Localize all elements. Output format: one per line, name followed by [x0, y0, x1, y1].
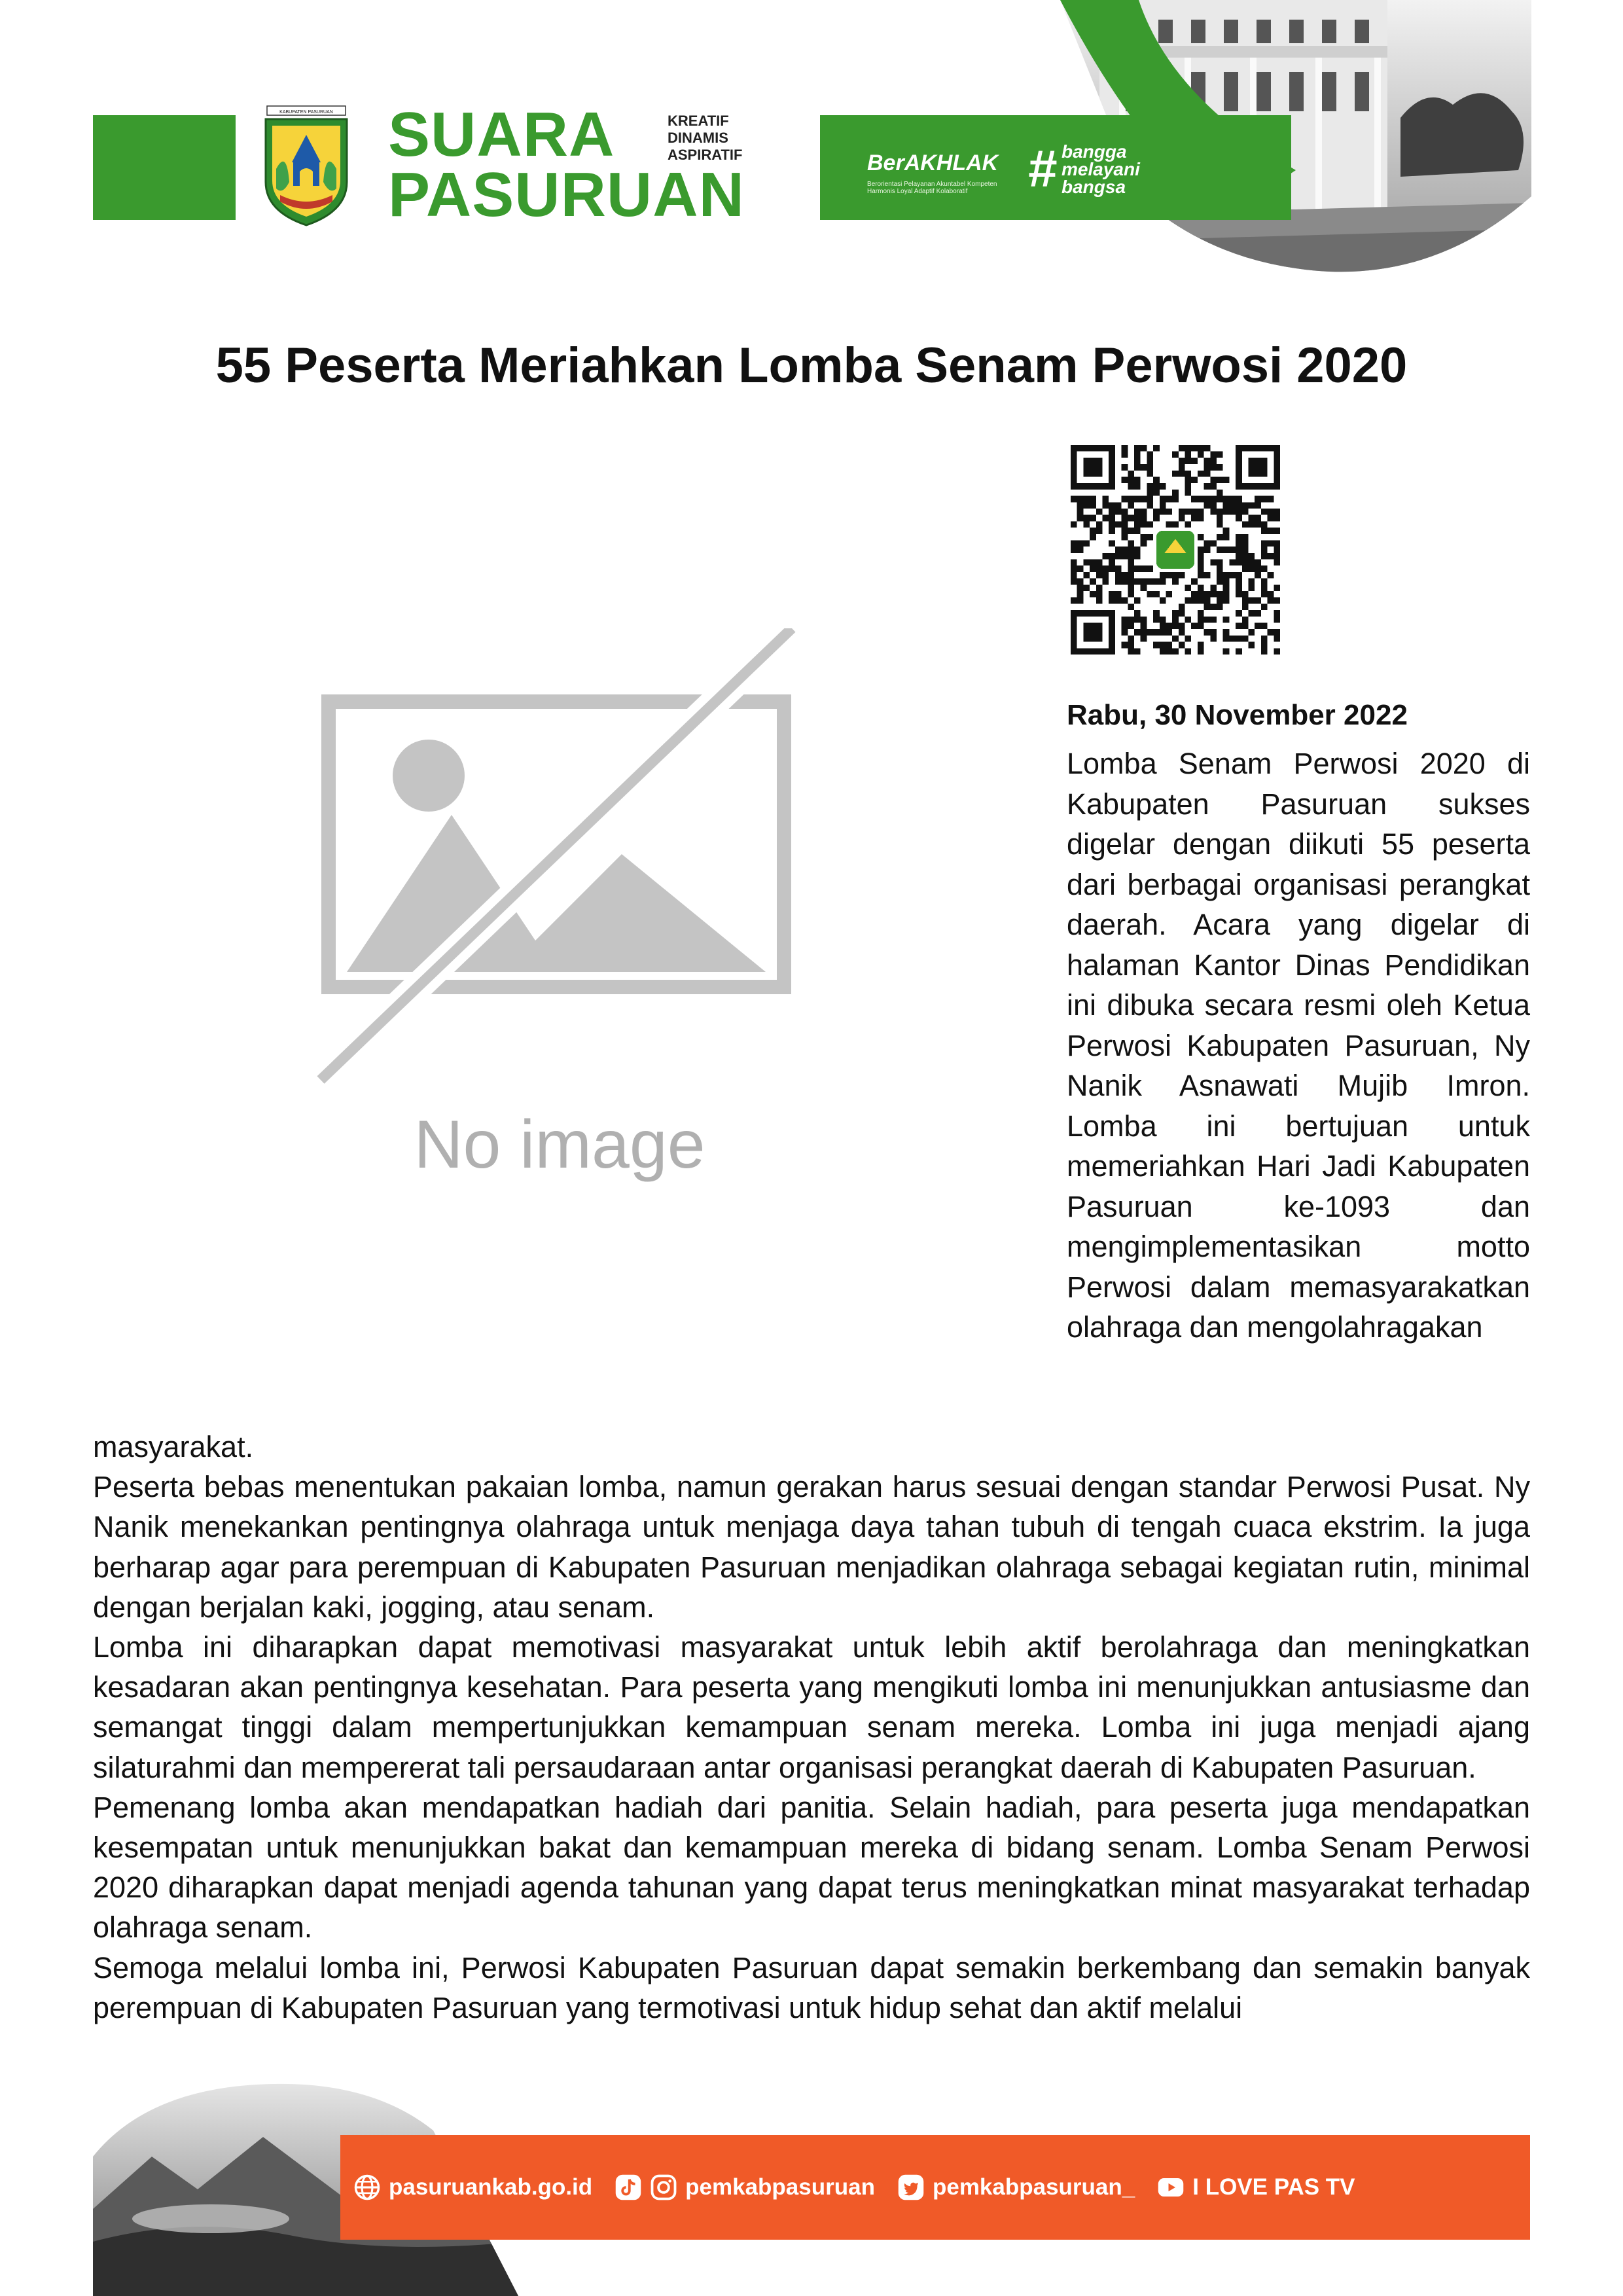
brand-tagline [668, 113, 742, 164]
footer-website-label: pasuruankab.go.id [389, 2174, 593, 2200]
pasuruan-crest-logo [260, 103, 352, 228]
paragraph: Lomba ini diharapkan dapat memotivasi masyarakat untuk lebih aktif berolahraga dan meningkatkan kesadaran akan pentingnya kesehatan. Para peserta yang mengikuti lomba ini menunjukkan antusiasme dan semangat tinggi dalam mempertunjukkan kemampuan senam mereka. Lomba ini juga menjadi ajang silaturahmi dan mempererat tali persaudaraan antar organisasi perangkat daerah di Kabupaten Pasuruan. [93, 1630, 1530, 1784]
paragraph: Peserta bebas menentukan pakaian lomba, namun gerakan harus sesuai dengan standar Perwosi Pusat. Ny Nanik menekankan pentingnya olahraga untuk menjaga daya tahan tubuh di tengah cuaca ekstrim. Ia juga berharap agar para perempuan di Kabupaten Pasuruan menjadikan olahraga sebagai kegiatan rutin, minimal dengan berjalan kaki, jogging, atau senam. [93, 1470, 1530, 1624]
article-lead-paragraph: Lomba Senam Perwosi 2020 di Kabupaten Pasuruan sukses digelar dengan diikuti 55 peserta dari berbagai organisasi perangkat daerah. Acara yang digelar di halaman Kantor Dinas Pendidikan ini dibuka secara resmi oleh Ketua Perwosi Kabupaten Pasuruan, Ny Nanik Asnawati Mujib Imron. Lomba ini bertujuan untuk memeriahkan Hari Jadi Kabupaten Pasuruan ke-1093 dan mengimplementasikan motto Perwosi dalam memasyarakatkan olahraga dan mengolahragakan [1067, 747, 1530, 1344]
bangga-line: melayani [1061, 159, 1140, 179]
footer-tiktok-instagram-label: pemkabpasuruan [685, 2174, 875, 2200]
no-image-label: No image [414, 1107, 705, 1183]
qr-code[interactable] [1071, 445, 1280, 655]
footer-social-links [353, 2170, 1378, 2204]
tiktok-icon [615, 2174, 642, 2201]
berakhlak-subtitle: Berorientasi Pelayanan Akuntabel Kompeten Harmonis Loyal Adaptif Kolaboratif [867, 181, 997, 195]
article-body [93, 1427, 1530, 2055]
tagline-item: KREATIF [668, 113, 729, 129]
twitter-icon [897, 2174, 925, 2201]
instagram-icon [650, 2174, 677, 2201]
bangga-line: bangga [1061, 141, 1127, 162]
youtube-icon [1157, 2174, 1185, 2201]
bangga-line: bangsa [1061, 177, 1126, 197]
header-left-band [93, 115, 236, 220]
no-image-placeholder-icon [308, 628, 812, 1178]
footer-tiktok-instagram-link[interactable] [615, 2174, 875, 2201]
article-date: Rabu, 30 November 2022 [1067, 699, 1408, 731]
hashtag-mark: # [1027, 139, 1057, 198]
bangga-melayani-bangsa-logo [1061, 143, 1140, 196]
brand-line-2: PASURUAN [388, 160, 745, 230]
footer-youtube-label: I LOVE PAS TV [1192, 2174, 1355, 2200]
footer-youtube-link[interactable] [1157, 2174, 1355, 2201]
footer-twitter-link[interactable] [897, 2174, 1135, 2201]
tagline-item: DINAMIS [668, 130, 728, 146]
berakhlak-logo: BerAKHLAK [867, 151, 999, 175]
svg-text:KABUPATEN PASURUAN: KABUPATEN PASURUAN [279, 110, 333, 115]
brand-line-1: SUARA [388, 99, 615, 170]
article-title: 55 Peserta Meriahkan Lomba Senam Perwosi 2020 [215, 338, 1408, 393]
paragraph-continuation: masyarakat. [93, 1430, 254, 1463]
globe-icon [353, 2174, 381, 2201]
tagline-item: ASPIRATIF [668, 147, 743, 163]
footer-website-link[interactable] [353, 2174, 592, 2201]
footer-twitter-label: pemkabpasuruan_ [932, 2174, 1135, 2200]
paragraph: Semoga melalui lomba ini, Perwosi Kabupaten Pasuruan dapat semakin berkembang dan semakin banyak perempuan di Kabupaten Pasuruan yang termotivasi untuk hidup sehat dan aktif melalui [93, 1950, 1530, 2024]
paragraph: Pemenang lomba akan mendapatkan hadiah dari panitia. Selain hadiah, para peserta juga mendapatkan kesempatan untuk menunjukkan bakat dan kemampuan mereka di bidang senam. Lomba Senam Perwosi 2020 diharapkan dapat menjadi agenda tahunan yang dapat terus meningkatkan minat masyarakat terhadap olahraga senam. [93, 1790, 1530, 1945]
